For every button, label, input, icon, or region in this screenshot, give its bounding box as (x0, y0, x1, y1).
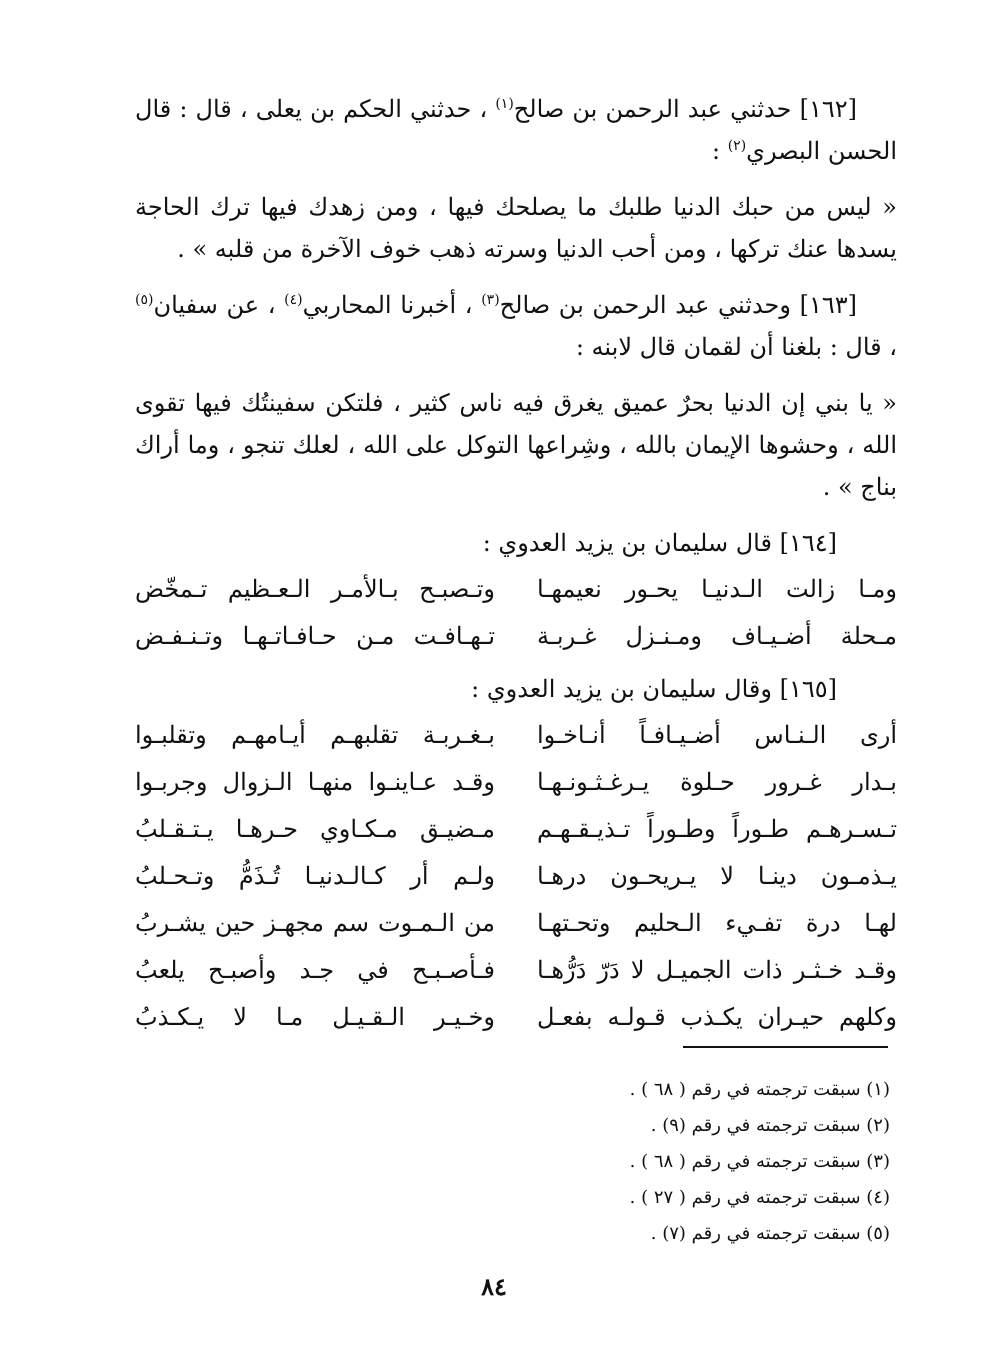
verse-right-hemistich: ومـا زالت الـدنيـا يحـور نعيمهـا (537, 575, 897, 603)
verse-line (135, 759, 897, 806)
footnote-5: (٥) سبقت ترجمته في رقم (٧) . (650, 1223, 890, 1244)
footnote-3: (٣) سبقت ترجمته في رقم ( ٦٨ ) . (629, 1151, 890, 1172)
paragraph-163-mid2: ، عن سفيان (153, 291, 285, 319)
footnotes (520, 1072, 890, 1252)
quote-162 (135, 186, 897, 270)
footnote-ref-1[interactable]: (١) (495, 96, 514, 112)
footnote-2: (٢) سبقت ترجمته في رقم (٩) . (650, 1115, 890, 1136)
paragraph-162 (135, 88, 897, 172)
verse-left-hemistich: تـهـافـت مـن حـافـاتـهـا وتـنـفـض (135, 622, 495, 650)
quote-163-text: « يا بني إن الدنيا بحرٌ عميق يغرق فيه ناس كثير ، فلتكن سفينتُك فيها تقوى الله ، وحشوها الإيمان بالله ، وشِراعها التوكل على الله ، لعلك تنجو ، وما أراك بناج » . (135, 389, 897, 501)
verse-left-hemistich: وقـد عـاينـوا منهـا الـزوال وجربـوا (135, 768, 495, 796)
verse-line (135, 566, 897, 613)
verse-line (135, 613, 897, 660)
verse-line (135, 853, 897, 900)
verse-right-hemistich: تـسـرهـم طـوراً وطـوراً تـذيـقـهـم (537, 815, 897, 843)
verse-line (135, 806, 897, 853)
verse-left-hemistich: وخـيـر الـقـيـل مـا لا يـكـذبُ (135, 1003, 495, 1031)
verse-right-hemistich: مـحلة أضـيـاف ومـنـزل غـربـة (537, 622, 897, 650)
verse-line (135, 712, 897, 759)
footnote-ref-2[interactable]: (٢) (727, 138, 747, 154)
paragraph-162-mid: ، حدثني الحكم بن يعلى ، قال : قال الحسن البصري (135, 95, 897, 165)
verse-right-hemistich: يـذمـون دينـا لا يـريحـون درهـا (537, 862, 897, 890)
verse-left-hemistich: من الـمـوت سم مجهـز حين يشـربُ (135, 909, 495, 937)
footnote-ref-5[interactable]: (٥) (135, 292, 154, 308)
footnote-4: (٤) سبقت ترجمته في رقم ( ٢٧ ) . (629, 1187, 890, 1208)
heading-164: [١٦٤] قال سليمان بن يزيد العدوي : (482, 529, 837, 557)
paragraph-163-lead: [١٦٣] وحدثني عبد الرحمن بن صالح (499, 291, 858, 319)
footnote-ref-4[interactable]: (٤) (284, 292, 303, 308)
footnote-ref-3[interactable]: (٣) (481, 292, 500, 308)
paragraph-163 (135, 284, 897, 368)
paragraph-163-end: ، قال : بلغنا أن لقمان قال لابنه : (575, 333, 897, 361)
heading-165: [١٦٥] وقال سليمان بن يزيد العدوي : (471, 675, 837, 703)
verse-right-hemistich: وقـد خـثـر ذات الجميـل لا دَرّ دَرُّهـا (537, 956, 897, 984)
verse-left-hemistich: ولـم أر كـالـدنيـا تُـذَمُّ وتـحـلبُ (135, 862, 495, 890)
verse-right-hemistich: وكلهم حيـران يكـذب قـولـه بفعـل (537, 1003, 897, 1031)
verse-left-hemistich: بـغـربـة تقلبهـم أيـامهـم وتقلبـوا (135, 721, 495, 749)
footnote-1: (١) سبقت ترجمته في رقم ( ٦٨ ) . (629, 1079, 890, 1100)
paragraph-162-lead: [١٦٢] حدثني عبد الرحمن بن صالح (513, 95, 857, 123)
verse-line (135, 900, 897, 947)
poem-164 (135, 566, 897, 660)
verse-left-hemistich: فـأصـبـح في جـد وأصبـح يلعبُ (135, 956, 495, 984)
verse-left-hemistich: وتـصبـح بـالأمـر الـعـظيم تـمخّض (135, 575, 495, 603)
quote-162-text: « ليس من حبك الدنيا طلبك ما يصلحك فيها ، ومن زهدك فيها ترك الحاجة يسدها عنك تركها ، ومن أحب الدنيا وسرته ذهب خوف الآخرة من قلبه » . (135, 193, 897, 263)
verse-right-hemistich: لهـا درة تفـيء الـحليم وتحـتهـا (537, 909, 897, 937)
verse-right-hemistich: أرى الـنـاس أضـيـافـاً أنـاخـوا (537, 721, 897, 749)
quote-163 (135, 382, 897, 508)
paragraph-162-end: : (711, 137, 728, 165)
verse-right-hemistich: بـدار غـرور حـلوة يـرغـثـونـهـا (537, 768, 897, 796)
footnote-divider (683, 1046, 888, 1048)
paragraph-163-mid: ، أخبرنا المحاربي (302, 291, 482, 319)
verse-line (135, 947, 897, 994)
page-body (135, 88, 897, 1041)
page-number: ٨٤ (481, 1272, 507, 1301)
verse-left-hemistich: مـضيـق مـكـاوي حـرهـا يـتـقـلبُ (135, 815, 495, 843)
verse-line (135, 994, 897, 1041)
poem-165 (135, 712, 897, 1041)
